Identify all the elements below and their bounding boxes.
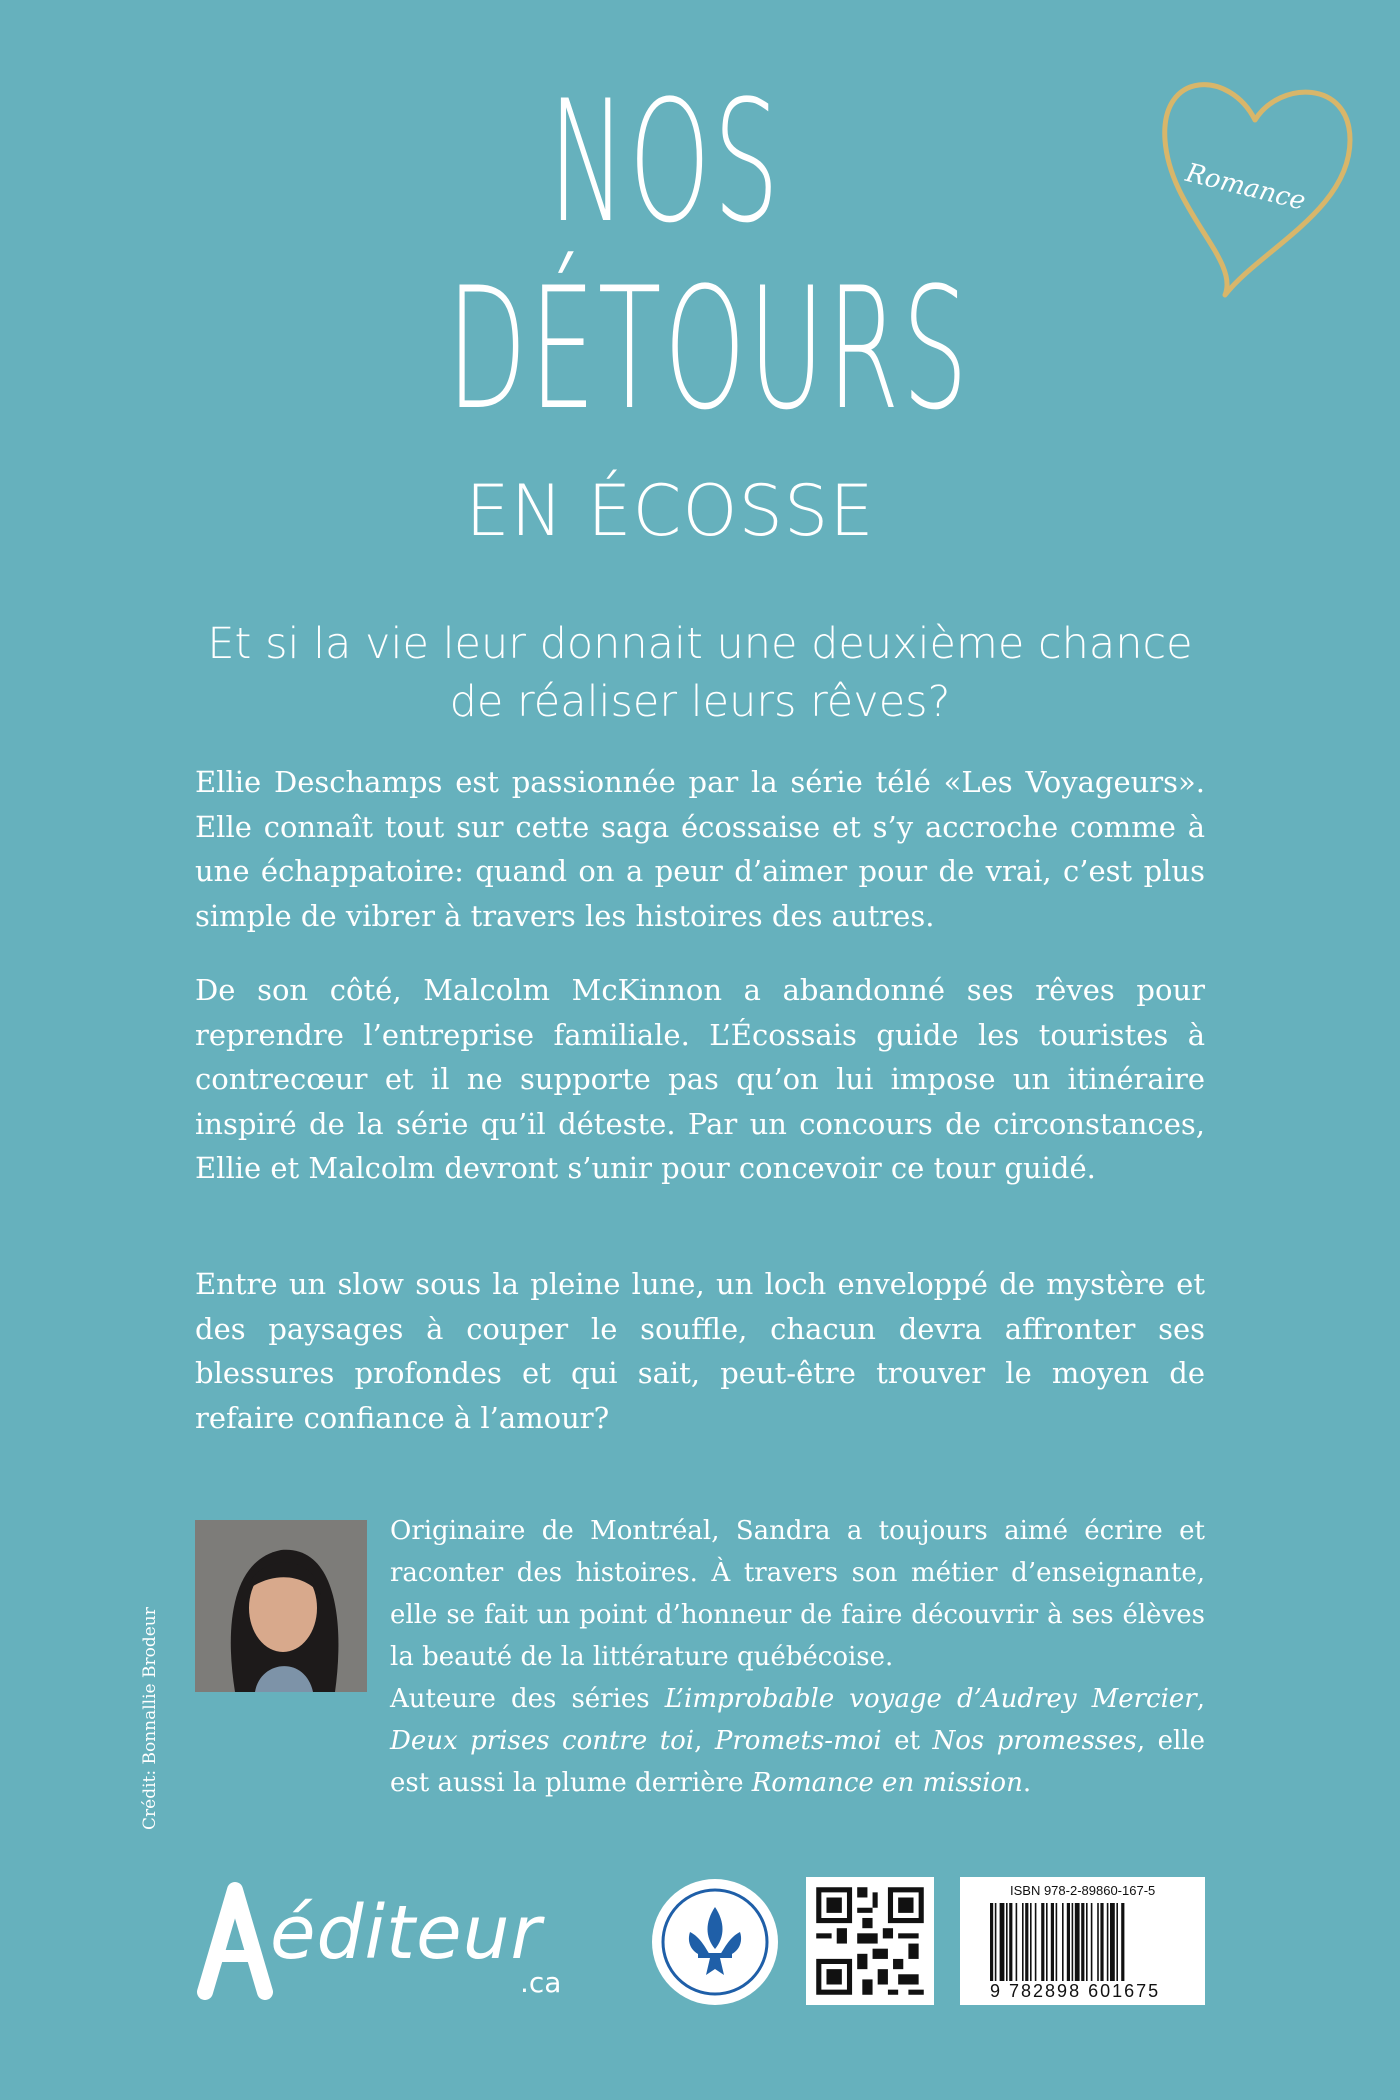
author-photo	[195, 1520, 367, 1692]
barcode-bar	[1100, 1903, 1103, 1981]
tagline-line-1: Et si la vie leur donnait une deuxième chance	[207, 619, 1193, 669]
bio-text: ,	[1196, 1684, 1205, 1714]
barcode-bar	[1051, 1903, 1054, 1981]
series-title: Deux prises contre toi	[390, 1726, 695, 1756]
barcode-bar	[1067, 1903, 1070, 1981]
barcode-bar	[1025, 1903, 1028, 1981]
barcode-bar	[1116, 1903, 1118, 1981]
barcode-bar	[1110, 1903, 1115, 1981]
bio-text: , elle est aussi la plume derrière	[390, 1726, 1205, 1798]
synopsis-paragraph-3: Entre un slow sous la pleine lune, un loch enveloppé de mystère et des paysages à couper le souffle, chacun devra affronter ses blessures profondes et qui sait, peut-être trouver le moyen de refaire confiance à l’amour?	[195, 1267, 1205, 1435]
barcode-bar	[1062, 1903, 1064, 1981]
isbn-digits: 9 782898 601675	[990, 1981, 1161, 2001]
title-subtitle: EN ÉCOSSE	[465, 470, 875, 552]
barcode-bar	[1016, 1903, 1018, 1981]
barcode-bar	[1046, 1903, 1048, 1981]
publisher-name: éditeur	[270, 1890, 542, 1976]
series-title: L’improbable voyage d’Audrey Mercier	[664, 1684, 1197, 1714]
barcode-bar	[1075, 1903, 1080, 1981]
synopsis-paragraph-1: Ellie Deschamps est passionnée par la série télé «Les Voyageurs». Elle connaît tout sur cette saga écossaise et s’y accroche comme à une échappatoire: quand on a peur d’aimer pour de vrai, c’est plus simple de vibrer à travers les histoires des autres.	[195, 765, 1205, 933]
barcode-bar	[1022, 1903, 1024, 1981]
barcode-bar	[1056, 1903, 1058, 1981]
bio-text: Auteure des séries	[390, 1684, 665, 1714]
title-line-2: DÉTOURS	[446, 251, 971, 447]
barcode-bar	[1121, 1903, 1124, 1981]
author-bio-2	[390, 1678, 1205, 1804]
genre-label: Romance	[1182, 158, 1309, 217]
qr-code-icon	[806, 1877, 934, 2005]
barcode-bar	[1030, 1903, 1032, 1981]
barcode-bar	[1091, 1903, 1093, 1981]
barcode-bar	[1081, 1903, 1084, 1981]
bio-text: et	[881, 1726, 933, 1756]
series-title: Promets-moi	[714, 1726, 882, 1756]
barcode-icon	[960, 1877, 1205, 2005]
tagline-line-2: de réaliser leurs rêves?	[449, 677, 951, 727]
publisher-domain: .ca	[520, 1966, 562, 1999]
series-title: Nos promesses	[932, 1726, 1137, 1756]
barcode-bar	[1035, 1903, 1037, 1981]
barcode-bar	[990, 1903, 993, 1981]
barcode-bar	[1041, 1903, 1044, 1981]
bio-text: ,	[694, 1726, 715, 1756]
barcode-bar	[995, 1903, 997, 1981]
isbn-label: ISBN 978-2-89860-167-5	[1010, 1883, 1156, 1898]
barcode-bars	[990, 1903, 1190, 1981]
series-title: Romance en mission	[751, 1768, 1023, 1798]
author-bio-1: Originaire de Montréal, Sandra a toujours aimé écrire et raconter des histoires. À travers son métier d’enseignante, elle se fait un point d’honneur de faire découvrir à ses élèves la beauté de la littérature québécoise.	[390, 1516, 1205, 1672]
barcode-bar	[1000, 1903, 1005, 1981]
synopsis-paragraph-2: De son côté, Malcolm McKinnon a abandonné ses rêves pour reprendre l’entreprise familiale. L’Écossais guide les touristes à contrecœur et il ne supporte pas qu’on lui impose un itinéraire inspiré de la série qu’il déteste. Par un concours de circonstances, Ellie et Malcolm devront s’unir pour concevoir ce tour guidé.	[195, 973, 1205, 1185]
title-line-1: NOS	[548, 64, 782, 260]
tagline	[180, 615, 1220, 731]
fleur-de-lis-icon	[650, 1877, 780, 2007]
barcode-bar	[1107, 1903, 1109, 1981]
barcode-bar	[1097, 1903, 1099, 1981]
barcode-bar	[1006, 1903, 1008, 1981]
barcode-bar	[1009, 1903, 1012, 1981]
barcode-bar	[1072, 1903, 1074, 1981]
photo-credit: Crédit: Bonnallie Brodeur	[140, 1607, 160, 1830]
bio-text: .	[1022, 1768, 1032, 1798]
barcode-bar	[1086, 1903, 1088, 1981]
